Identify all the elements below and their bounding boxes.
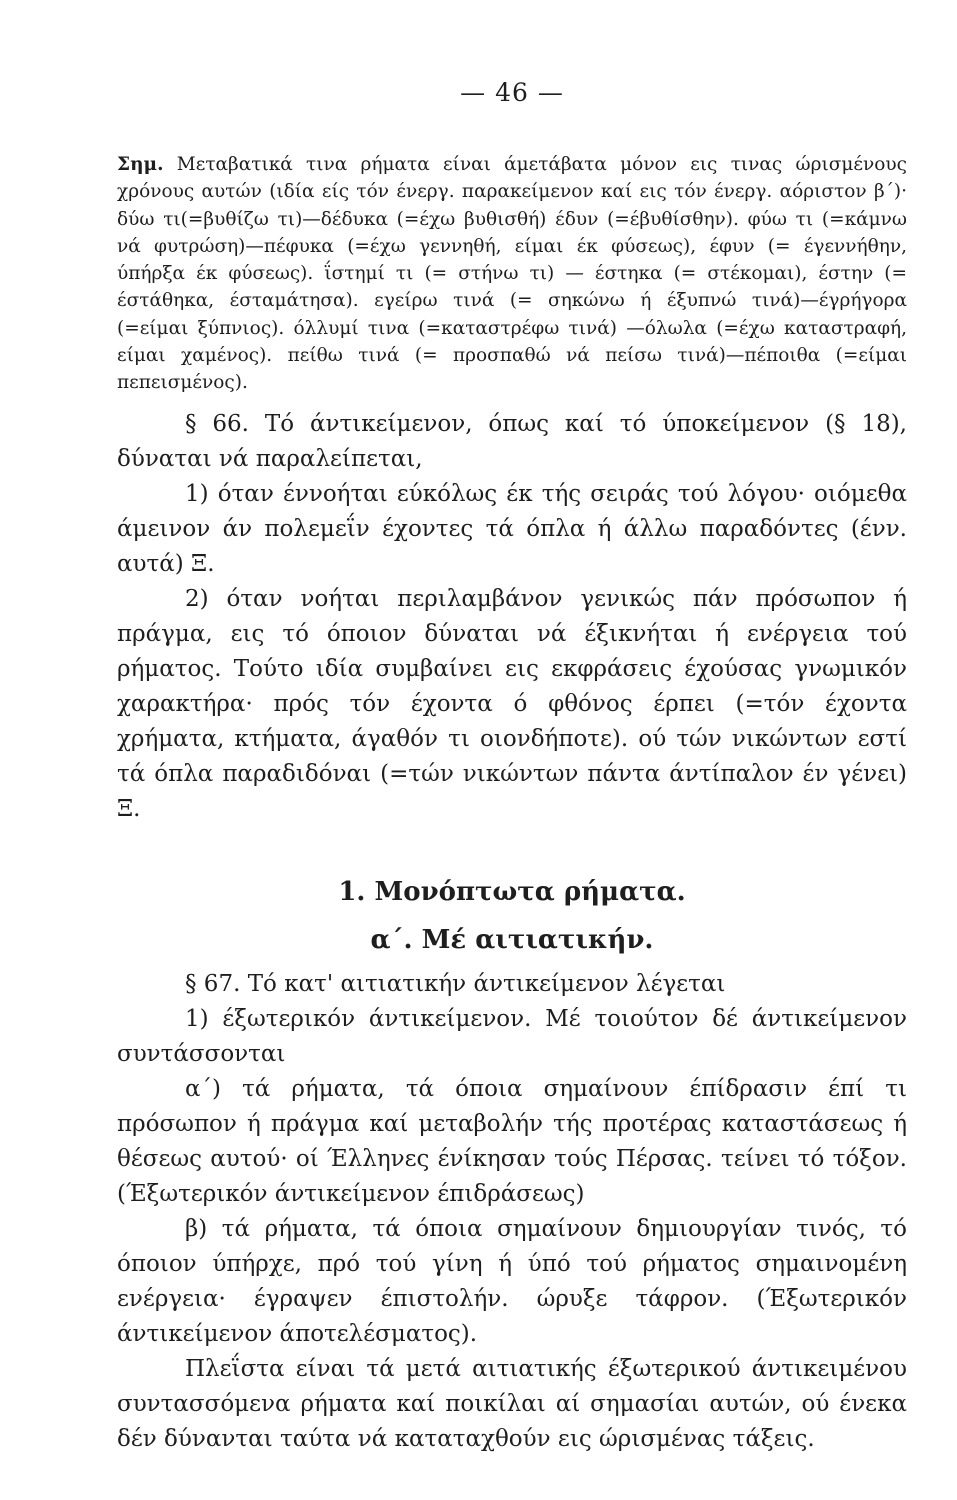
note-text: Μεταβατικά τινα ρήματα είναι άμετάβατα μόνον εις τινας ώρισμένους χρόνους αυτών (ιδία είς τόν ένεργ. παρακείμενον καί εις τόν ένεργ. αόριστον β΄)· δύω τι(=βυθίζω τι)—δέδυκα (=έχω βυθισθή) έδυν (=έβυθίσθην). φύω τι (=κάμνω νά φυτρώση)—πέφυκα (=έχω γεννηθή, είμαι έκ φύσεως), έφυν (= έγεννήθην, ύπήρξα έκ φύσεως). ΐστημί τι (= στήνω τι) — έστηκα (= στέκομαι), έστην (= έστάθηκα, έσταμάτησα). εγείρω τινά (= σηκώνω ή έξυπνώ τινά)—έγρήγορα (=είμαι ξύπνιος). όλλυμί τινα (=καταστρέφω τινά) —όλωλα (=έχω καταστραφή, είμαι χαμένος). πείθω τινά (= προσπαθώ νά πείσω τινά)—πέποιθα (=είμαι πεπεισμένος). <box>117 154 907 394</box>
note-label: Σημ. <box>117 154 164 175</box>
section-66-intro: § 66. Τό άντικείμενον, όπως καί τό ύποκείμενον (§ 18), δύναται νά παραλείπεται, <box>117 410 907 472</box>
section-67-item-b: β) τά ρήματα, τά όποια σημαίνουν δημιουργίαν τινός, τό όποιον ύπήρχε, πρό τού γίνη ή ύπό τού ρήματος σημαινομένη ενέργεια· έγραψεν έπιστολήν. ώρυξε τάφρον. (Έξωτερικόν άντικείμενον άποτελέσματος). <box>117 1215 907 1347</box>
section-67-item-1: 1) έξωτερικόν άντικείμενον. Μέ τοιούτον δέ άντικείμενον συντάσσονται <box>117 1005 907 1067</box>
note-paragraph <box>117 151 907 397</box>
chapter-heading: 1. Μονόπτωτα ρήματα. <box>338 876 686 907</box>
section-66-item-2: 2) όταν νοήται περιλαμβάνον γενικώς πάν πρόσωπον ή πράγμα, εις τό όποιον δύναται νά έξικνήται ή ενέργεια τού ρήματος. Τούτο ιδία συμβαίνει εις εκφράσεις έχούσας γνωμικόν χαρακτήρα· πρός τόν έχοντα ό φθόνος έρπει (=τόν έχοντα χρήματα, κτήματα, άγαθόν τι οιονδήποτε). ού τών νικώντων εστί τά όπλα παραδιδόναι (=τών νικώντων πάντα άντίπαλον έν γένει) Ξ. <box>117 585 907 822</box>
section-67-intro: § 67. Τό κατ' αιτιατικήν άντικείμενον λέγεται <box>185 970 726 997</box>
page-number: — 46 — <box>460 78 564 107</box>
section-67-item-a: α΄) τά ρήματα, τά όποια σημαίνουν έπίδρασιν έπί τι πρόσωπον ή πράγμα καί μεταβολήν τής προτέρας καταστάσεως ή θέσεως αυτού· οί Έλληνες ένίκησαν τούς Πέρσας. τείνει τό τόξον. (Έξωτερικόν άντικείμενον έπιδράσεως) <box>117 1075 907 1207</box>
section-66-item-1: 1) όταν έννοήται εύκόλως έκ τής σειράς τού λόγου· οιόμεθα άμεινον άν πολεμεΐν έχοντες τά όπλα ή άλλω παραδόντες (ένν. αυτά) Ξ. <box>117 480 907 577</box>
subchapter-heading: α΄. Μέ αιτιατικήν. <box>370 924 654 955</box>
section-67-closing: Πλεΐστα είναι τά μετά αιτιατικής έξωτερικού άντικειμένου συντασσόμενα ρήματα καί ποικίλαι αί σημασίαι αυτών, ού ένεκα δέν δύνανται ταύτα νά καταταχθούν εις ώρισμένας τάξεις. <box>117 1355 907 1452</box>
